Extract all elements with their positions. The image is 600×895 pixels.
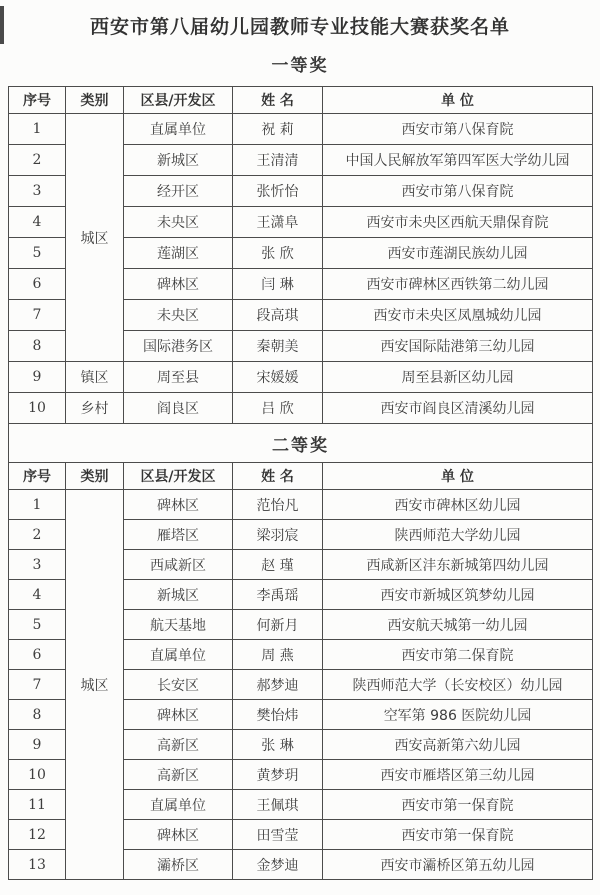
cell-name: 张 欣 [233, 238, 323, 269]
cell-district: 新城区 [124, 580, 233, 610]
cell-no: 7 [9, 300, 66, 331]
col-header-category: 类别 [66, 87, 124, 114]
cell-name: 王清清 [233, 145, 323, 176]
cell-district: 阎良区 [124, 393, 233, 424]
cell-district: 灞桥区 [124, 850, 233, 880]
cell-category-urban: 城区 [66, 114, 124, 362]
cell-name: 王佩琪 [233, 790, 323, 820]
cell-unit: 西安高新第六幼儿园 [323, 730, 593, 760]
cell-no: 3 [9, 176, 66, 207]
cell-district: 直属单位 [124, 790, 233, 820]
cell-unit: 西安市碑林区幼儿园 [323, 490, 593, 520]
cell-unit: 西安市新城区筑梦幼儿园 [323, 580, 593, 610]
page-title: 西安市第八届幼儿园教师专业技能大赛获奖名单 [89, 16, 510, 38]
cell-no: 6 [9, 269, 66, 300]
cell-name: 闫 琳 [233, 269, 323, 300]
cell-name: 秦朝美 [233, 331, 323, 362]
cell-no: 1 [9, 114, 66, 145]
cell-no: 8 [9, 331, 66, 362]
cell-unit: 西安市雁塔区第三幼儿园 [323, 760, 593, 790]
cell-no: 12 [9, 820, 66, 850]
col-header-no: 序号 [9, 463, 66, 490]
cell-no: 10 [9, 760, 66, 790]
cell-name: 何新月 [233, 610, 323, 640]
cell-name: 田雪莹 [233, 820, 323, 850]
table-row [9, 114, 593, 145]
cell-district: 西咸新区 [124, 550, 233, 580]
col-header-district: 区县/开发区 [124, 87, 233, 114]
col-header-name: 姓 名 [233, 463, 323, 490]
cell-unit: 西安市第一保育院 [323, 820, 593, 850]
cell-district: 周至县 [124, 362, 233, 393]
section-heading-first-prize: 一等奖 [271, 56, 329, 76]
cell-unit: 西安市第一保育院 [323, 790, 593, 820]
cell-district: 碑林区 [124, 820, 233, 850]
section-heading-second-prize: 二等奖 [9, 424, 593, 463]
cell-district: 雁塔区 [124, 520, 233, 550]
award-table [8, 86, 593, 880]
cell-district: 长安区 [124, 670, 233, 700]
col-header-no: 序号 [9, 87, 66, 114]
cell-district: 新城区 [124, 145, 233, 176]
cell-district: 高新区 [124, 760, 233, 790]
col-header-district: 区县/开发区 [124, 463, 233, 490]
cell-name: 郝梦迪 [233, 670, 323, 700]
cell-no: 5 [9, 238, 66, 269]
cell-category-town: 镇区 [66, 362, 124, 393]
col-header-unit: 单 位 [323, 463, 593, 490]
cell-no: 10 [9, 393, 66, 424]
cell-district: 碑林区 [124, 700, 233, 730]
cell-unit: 西安市第二保育院 [323, 640, 593, 670]
cell-district: 国际港务区 [124, 331, 233, 362]
cell-no: 2 [9, 520, 66, 550]
cell-unit: 空军第 986 医院幼儿园 [323, 700, 593, 730]
cell-no: 2 [9, 145, 66, 176]
cell-name: 范怡凡 [233, 490, 323, 520]
cell-district: 航天基地 [124, 610, 233, 640]
cell-no: 11 [9, 790, 66, 820]
cell-unit: 西咸新区沣东新城第四幼儿园 [323, 550, 593, 580]
table-header-row-second-prize [9, 463, 593, 490]
cell-no: 1 [9, 490, 66, 520]
cell-no: 9 [9, 362, 66, 393]
cell-name: 段高琪 [233, 300, 323, 331]
cell-name: 宋媛媛 [233, 362, 323, 393]
cell-unit: 西安市第八保育院 [323, 114, 593, 145]
col-header-name: 姓 名 [233, 87, 323, 114]
cell-no: 7 [9, 670, 66, 700]
cell-district: 碑林区 [124, 269, 233, 300]
cell-no: 4 [9, 207, 66, 238]
table-row [9, 362, 593, 393]
cell-district: 碑林区 [124, 490, 233, 520]
cell-unit: 西安市第八保育院 [323, 176, 593, 207]
table-header-row-first-prize [9, 87, 593, 114]
cell-name: 吕 欣 [233, 393, 323, 424]
cell-district: 经开区 [124, 176, 233, 207]
col-header-unit: 单 位 [323, 87, 593, 114]
cell-unit: 中国人民解放军第四军医大学幼儿园 [323, 145, 593, 176]
cell-name: 梁羽宸 [233, 520, 323, 550]
scan-edge-artifact [0, 6, 4, 44]
cell-no: 8 [9, 700, 66, 730]
cell-unit: 西安市未央区凤凰城幼儿园 [323, 300, 593, 331]
cell-district: 直属单位 [124, 640, 233, 670]
cell-unit: 西安市莲湖民族幼儿园 [323, 238, 593, 269]
cell-unit: 西安市阎良区清溪幼儿园 [323, 393, 593, 424]
cell-name: 李禹瑶 [233, 580, 323, 610]
cell-name: 张 琳 [233, 730, 323, 760]
cell-no: 9 [9, 730, 66, 760]
col-header-category: 类别 [66, 463, 124, 490]
cell-unit: 西安国际陆港第三幼儿园 [323, 331, 593, 362]
cell-no: 3 [9, 550, 66, 580]
cell-unit: 西安市未央区西航天鼎保育院 [323, 207, 593, 238]
cell-no: 13 [9, 850, 66, 880]
cell-name: 周 燕 [233, 640, 323, 670]
cell-unit: 周至县新区幼儿园 [323, 362, 593, 393]
cell-no: 4 [9, 580, 66, 610]
cell-name: 樊怡炜 [233, 700, 323, 730]
cell-category-urban: 城区 [66, 490, 124, 880]
cell-name: 祝 莉 [233, 114, 323, 145]
table-row [9, 393, 593, 424]
cell-unit: 陕西师范大学幼儿园 [323, 520, 593, 550]
table-row [9, 490, 593, 520]
cell-name: 张忻怡 [233, 176, 323, 207]
cell-name: 黄梦玥 [233, 760, 323, 790]
cell-district: 莲湖区 [124, 238, 233, 269]
cell-category-rural: 乡村 [66, 393, 124, 424]
cell-unit: 陕西师范大学（长安校区）幼儿园 [323, 670, 593, 700]
cell-name: 王潇阜 [233, 207, 323, 238]
cell-no: 6 [9, 640, 66, 670]
cell-name: 金梦迪 [233, 850, 323, 880]
cell-district: 未央区 [124, 300, 233, 331]
cell-name: 赵 瑾 [233, 550, 323, 580]
cell-district: 直属单位 [124, 114, 233, 145]
cell-unit: 西安市碑林区西铁第二幼儿园 [323, 269, 593, 300]
section-row-second-prize [9, 424, 593, 463]
cell-no: 5 [9, 610, 66, 640]
cell-district: 高新区 [124, 730, 233, 760]
cell-unit: 西安航天城第一幼儿园 [323, 610, 593, 640]
cell-district: 未央区 [124, 207, 233, 238]
cell-unit: 西安市灞桥区第五幼儿园 [323, 850, 593, 880]
